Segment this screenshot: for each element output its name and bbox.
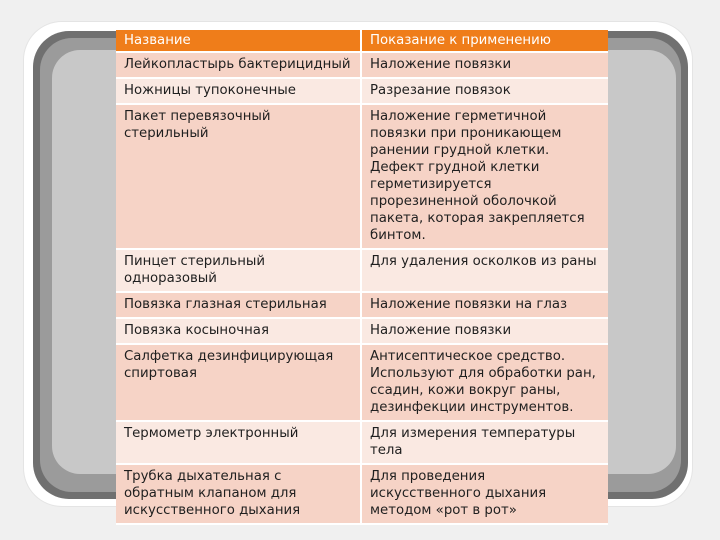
cell-use: Для проведения искусственного дыхания методом «рот в рот» <box>361 464 608 524</box>
cell-use: Для удаления осколков из раны <box>361 249 608 292</box>
table-row <box>116 292 608 318</box>
header-name: Название <box>116 30 361 52</box>
table-row <box>116 421 608 464</box>
table-row <box>116 52 608 78</box>
cell-name: Пакет перевязочный стерильный <box>116 104 361 249</box>
cell-use: Наложение повязки на глаз <box>361 292 608 318</box>
cell-name: Трубка дыхательная с обратным клапаном для искусственного дыхания <box>116 464 361 524</box>
cell-name: Ножницы тупоконечные <box>116 78 361 104</box>
first-aid-table <box>116 30 608 525</box>
table-row <box>116 104 608 249</box>
cell-use: Разрезание повязок <box>361 78 608 104</box>
cell-name: Повязка косыночная <box>116 318 361 344</box>
cell-use: Наложение повязки <box>361 52 608 78</box>
table-header-row <box>116 30 608 52</box>
table-row <box>116 464 608 524</box>
cell-name: Салфетка дезинфицирующая спиртовая <box>116 344 361 421</box>
cell-use: Антисептическое средство. Используют для обработки ран, ссадин, кожи вокруг раны, дезинфекции инструментов. <box>361 344 608 421</box>
table-row <box>116 344 608 421</box>
cell-use: Наложение герметичной повязки при проникающем ранении грудной клетки. Дефект грудной клетки герметизируется прорезиненной оболочкой пакета, которая закрепляется бинтом. <box>361 104 608 249</box>
cell-name: Термометр электронный <box>116 421 361 464</box>
header-use: Показание к применению <box>361 30 608 52</box>
table-row <box>116 249 608 292</box>
cell-name: Лейкопластырь бактерицидный <box>116 52 361 78</box>
cell-name: Пинцет стерильный одноразовый <box>116 249 361 292</box>
table-row <box>116 318 608 344</box>
cell-name: Повязка глазная стерильная <box>116 292 361 318</box>
cell-use: Наложение повязки <box>361 318 608 344</box>
table-row <box>116 78 608 104</box>
cell-use: Для измерения температуры тела <box>361 421 608 464</box>
